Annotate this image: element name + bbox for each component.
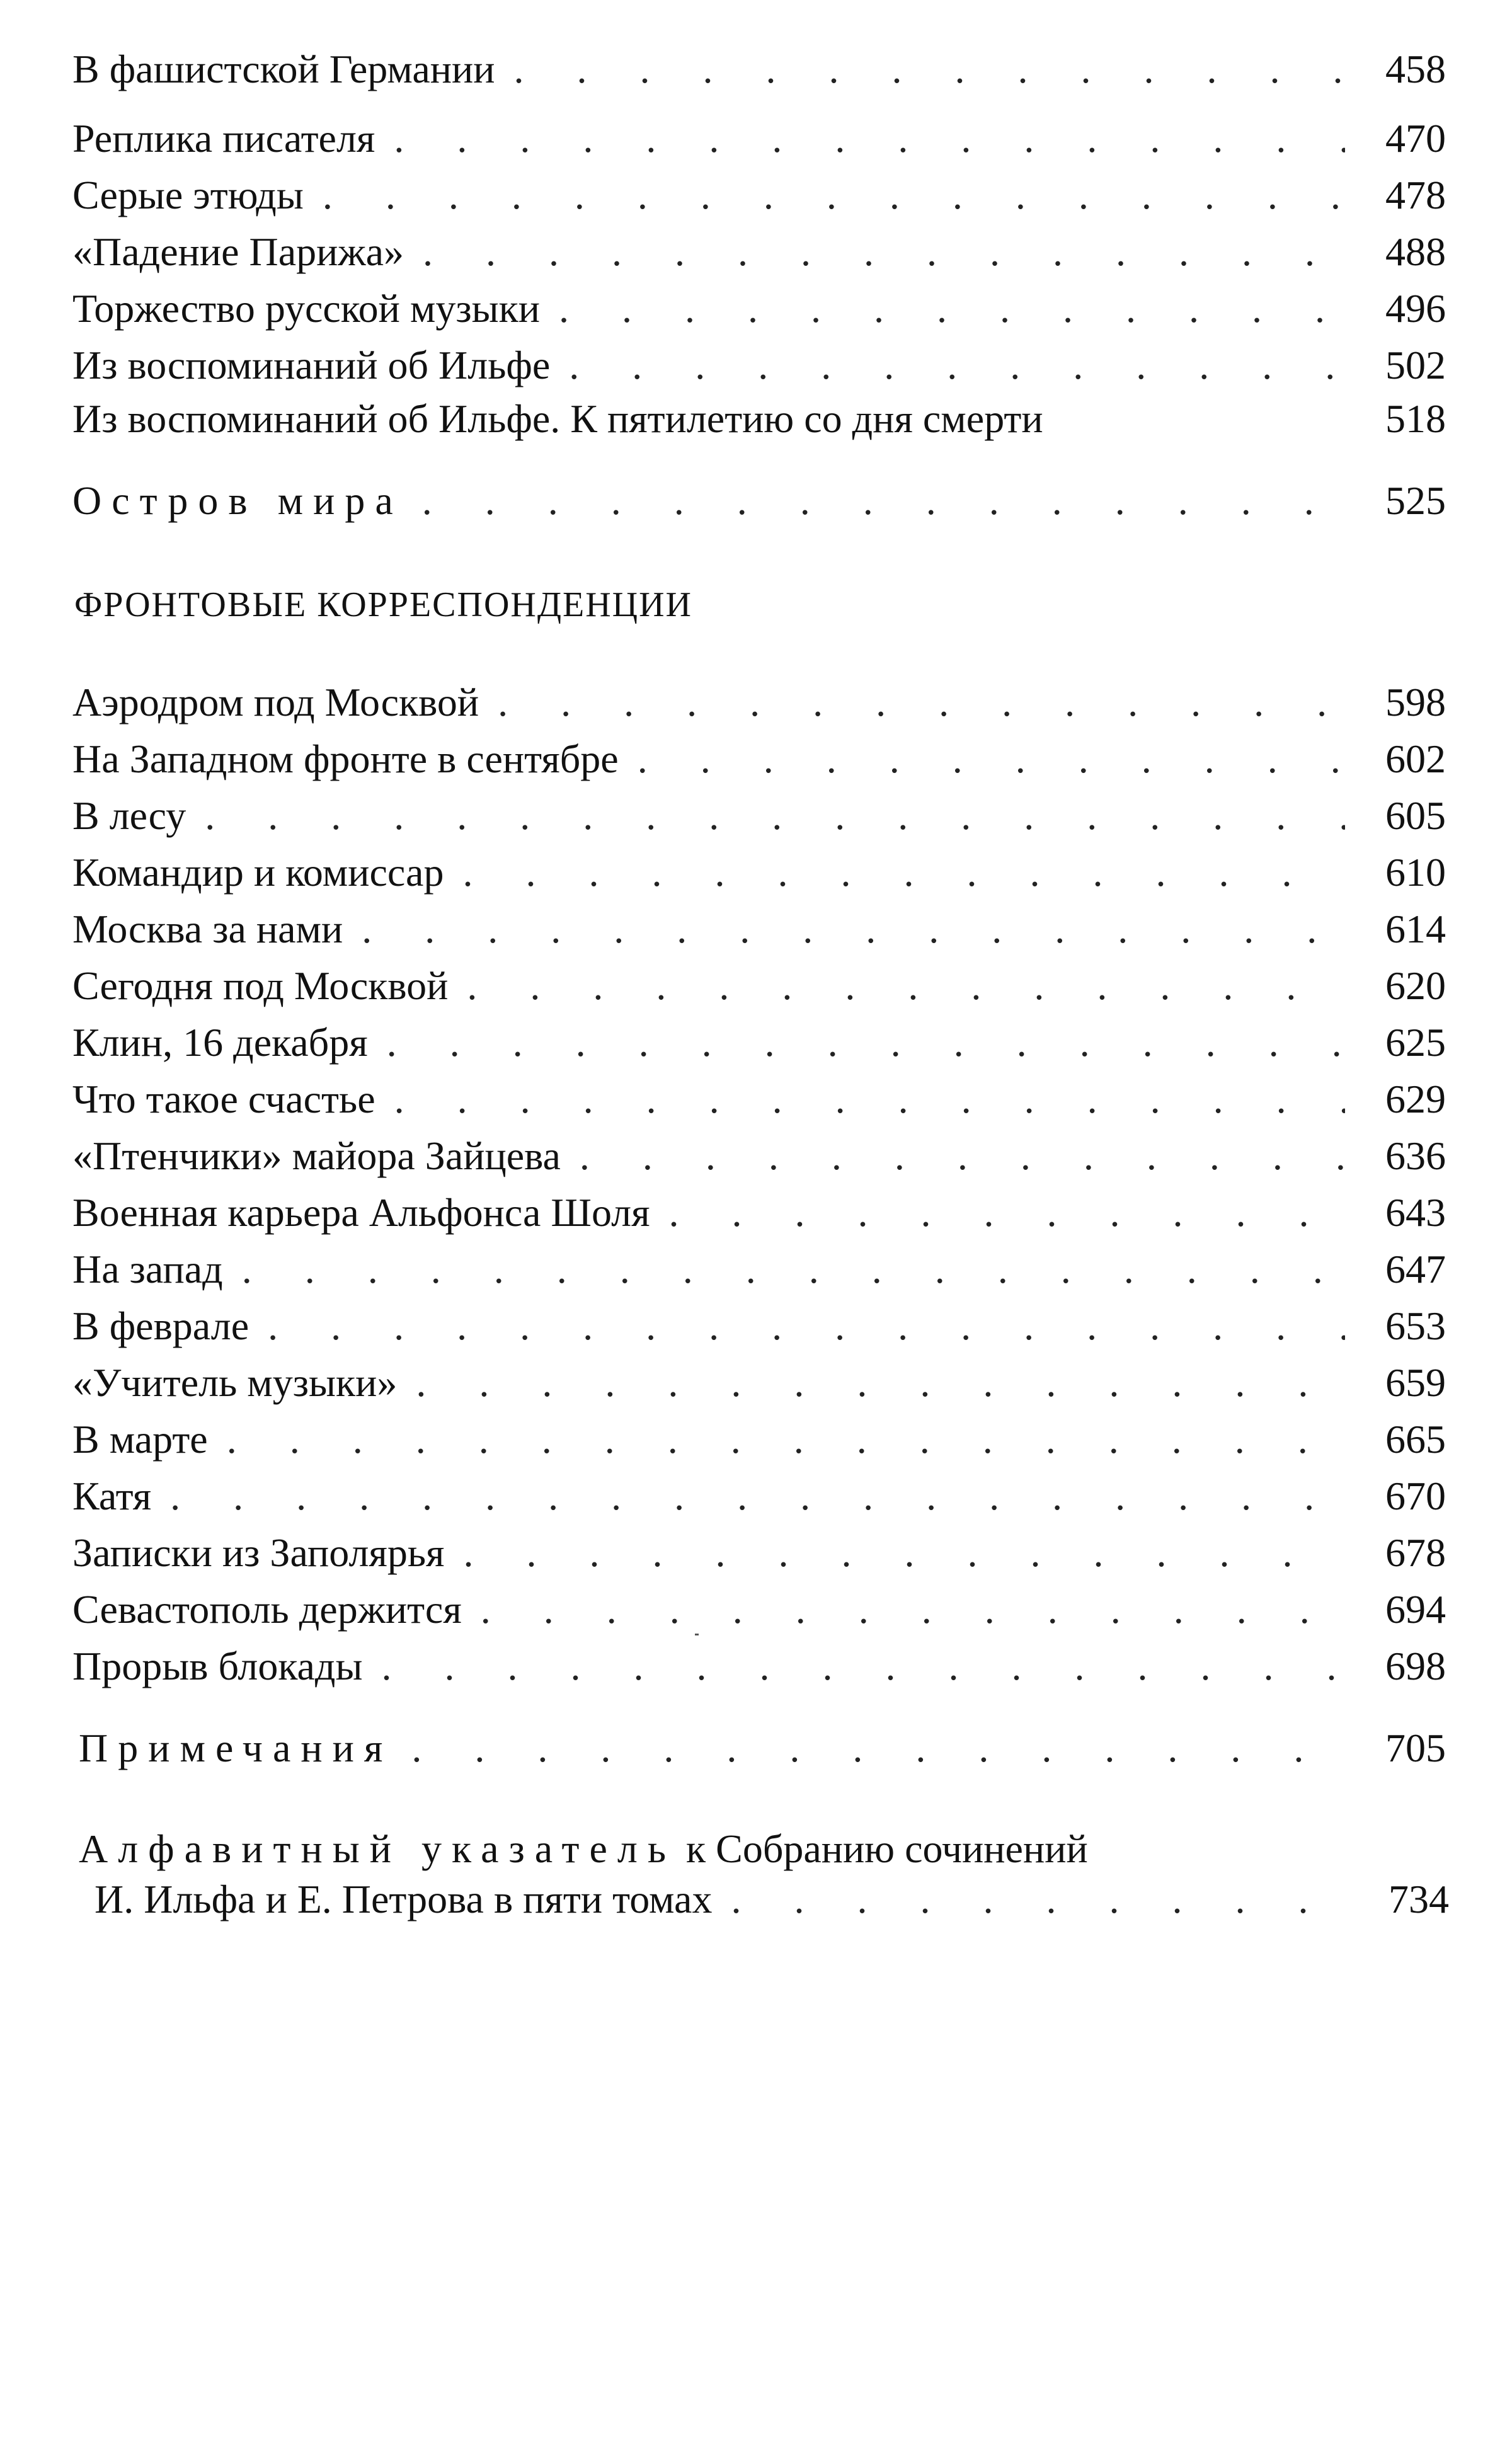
toc-entry-page: 470 [1385, 116, 1446, 161]
toc-entry-page: 620 [1385, 963, 1446, 1008]
toc-entry-title: В марте [72, 1417, 208, 1462]
toc-entry-page: 518 [1385, 396, 1446, 441]
toc-entry-title: И. Ильфа и Е. Петрова в пяти томах [94, 1877, 713, 1921]
dot-leader [323, 170, 1345, 220]
toc-entry [72, 1528, 1446, 1578]
toc-entry-page: 643 [1385, 1190, 1446, 1235]
toc-entry-page: 678 [1385, 1530, 1446, 1575]
toc-entry-title: Сегодня под Москвой [72, 963, 449, 1008]
toc-entry [72, 44, 1446, 94]
toc-entry-page: 698 [1385, 1644, 1446, 1688]
dot-leader [498, 677, 1345, 728]
index-title-rest: к Собранию сочинений [686, 1826, 1088, 1871]
toc-entry-page: 610 [1385, 850, 1446, 895]
dot-leader [227, 1414, 1345, 1465]
dot-leader [423, 227, 1345, 277]
dot-leader [205, 791, 1345, 841]
toc-entry-title: В лесу [72, 793, 186, 838]
toc-entry-page: 734 [1389, 1877, 1449, 1921]
toc-entry-page: 502 [1385, 343, 1446, 387]
toc-entry [72, 1017, 1446, 1068]
toc-entry-page: 694 [1385, 1587, 1446, 1632]
toc-entry [72, 904, 1446, 954]
dot-leader [559, 283, 1345, 334]
toc-entry [72, 1074, 1446, 1125]
toc-entry-title: Севастополь держится [72, 1587, 462, 1632]
index-title-line1 [79, 1824, 1088, 1874]
toc-entry-title: Военная карьера Альфонса Шоля [72, 1190, 650, 1235]
toc-entry-page: 488 [1385, 229, 1446, 274]
toc-entry [72, 340, 1446, 391]
dot-leader [242, 1244, 1345, 1295]
dot-leader [362, 904, 1345, 954]
index-title-line2 [94, 1874, 1449, 1925]
dot-leader [580, 1131, 1345, 1181]
toc-entry-title: Москва за нами [72, 907, 343, 951]
dot-leader [381, 1641, 1345, 1692]
dot-leader [416, 1358, 1345, 1408]
toc-entry-title: Из воспоминаний об Ильфе [72, 343, 551, 387]
toc-entry-title: Записки из Заполярья [72, 1530, 445, 1575]
toc-entry [72, 677, 1446, 728]
toc-entry-title: Что такое счастье [72, 1077, 375, 1121]
dot-leader [669, 1188, 1346, 1238]
toc-entry-page: 705 [1385, 1726, 1446, 1770]
toc-entry [72, 1301, 1446, 1351]
toc-entry [72, 1188, 1446, 1238]
section-heading: ФРОНТОВЫЕ КОРРЕСПОНДЕНЦИИ [74, 585, 692, 624]
toc-entry-title: Прорыв блокады [72, 1644, 363, 1688]
toc-entry [72, 1584, 1446, 1635]
toc-entry-page: 496 [1385, 286, 1446, 331]
toc-entry-title: В феврале [72, 1303, 249, 1348]
toc-entry [72, 1131, 1446, 1181]
toc-entry-title: Реплика писателя [72, 116, 375, 161]
toc-entry [72, 1414, 1446, 1465]
toc-entry-page: 605 [1385, 793, 1446, 838]
toc-entry-title: Серые этюды [72, 173, 304, 217]
toc-entry [72, 283, 1446, 334]
toc-entry-page: 458 [1385, 47, 1446, 91]
toc-entry-title: В фашистской Германии [72, 47, 495, 91]
toc-entry-page: 478 [1385, 173, 1446, 217]
toc-entry-title: Из воспоминаний об Ильфе. К пятилетию со дня смерти [72, 396, 1043, 441]
dot-leader [394, 1074, 1345, 1125]
print-speck [695, 1634, 699, 1635]
toc-entry-page: 665 [1385, 1417, 1446, 1462]
dot-leader [411, 1723, 1345, 1773]
dot-leader [463, 1528, 1345, 1578]
toc-entry-title: Командир и комиссар [72, 850, 444, 895]
toc-entry-page: 614 [1385, 907, 1446, 951]
dot-leader [394, 113, 1345, 164]
toc-entry-title: «Птенчики» майора Зайцева [72, 1133, 561, 1178]
dot-leader [731, 1874, 1348, 1925]
toc-entry-title: «Учитель музыки» [72, 1360, 398, 1405]
dot-leader [422, 476, 1345, 526]
dot-leader [514, 44, 1345, 94]
toc-entry-title: На Западном фронте в сентябре [72, 736, 619, 781]
toc-entry-title: Торжество русской музыки [72, 286, 540, 331]
dot-leader [569, 340, 1345, 391]
toc-entry [72, 1641, 1446, 1692]
dot-leader [638, 734, 1345, 784]
dot-leader [462, 847, 1345, 898]
toc-entry [72, 961, 1446, 1011]
toc-entry-title: «Падение Парижа» [72, 229, 404, 274]
toc-entry-page: 625 [1385, 1020, 1446, 1065]
toc-entry-title: Остров мира [72, 478, 403, 523]
toc-entry [72, 1471, 1446, 1521]
toc-entry [72, 227, 1446, 277]
toc-entry-page: 659 [1385, 1360, 1446, 1405]
toc-entry-page: 636 [1385, 1133, 1446, 1178]
toc-entry [72, 1358, 1446, 1408]
toc-entry [72, 791, 1446, 841]
toc-entry [72, 113, 1446, 164]
toc-entry-title: Аэродром под Москвой [72, 680, 479, 724]
toc-entry [72, 476, 1446, 526]
index-title-spaced: Алфавитный указатель [79, 1826, 677, 1871]
toc-entry-title: Клин, 16 декабря [72, 1020, 368, 1065]
toc-entry [72, 1244, 1446, 1295]
toc-entry [72, 394, 1446, 444]
toc-entry-title: На запад [72, 1247, 223, 1291]
dot-leader [387, 1017, 1345, 1068]
toc-entry-page: 647 [1385, 1247, 1446, 1291]
toc-entry [72, 170, 1446, 220]
toc-entry [72, 847, 1446, 898]
dot-leader [467, 961, 1345, 1011]
dot-leader [481, 1584, 1345, 1635]
toc-entry-page: 602 [1385, 736, 1446, 781]
toc-entry-page: 629 [1385, 1077, 1446, 1121]
toc-entry-page: 598 [1385, 680, 1446, 724]
dot-leader [268, 1301, 1345, 1351]
toc-entry-page: 653 [1385, 1303, 1446, 1348]
toc-entry [72, 734, 1446, 784]
toc-entry-notes [79, 1723, 1446, 1773]
toc-entry-title: Примечания [79, 1726, 393, 1770]
toc-entry-page: 670 [1385, 1474, 1446, 1518]
toc-entry-title: Катя [72, 1474, 152, 1518]
dot-leader [170, 1471, 1345, 1521]
toc-entry-page: 525 [1385, 478, 1446, 523]
